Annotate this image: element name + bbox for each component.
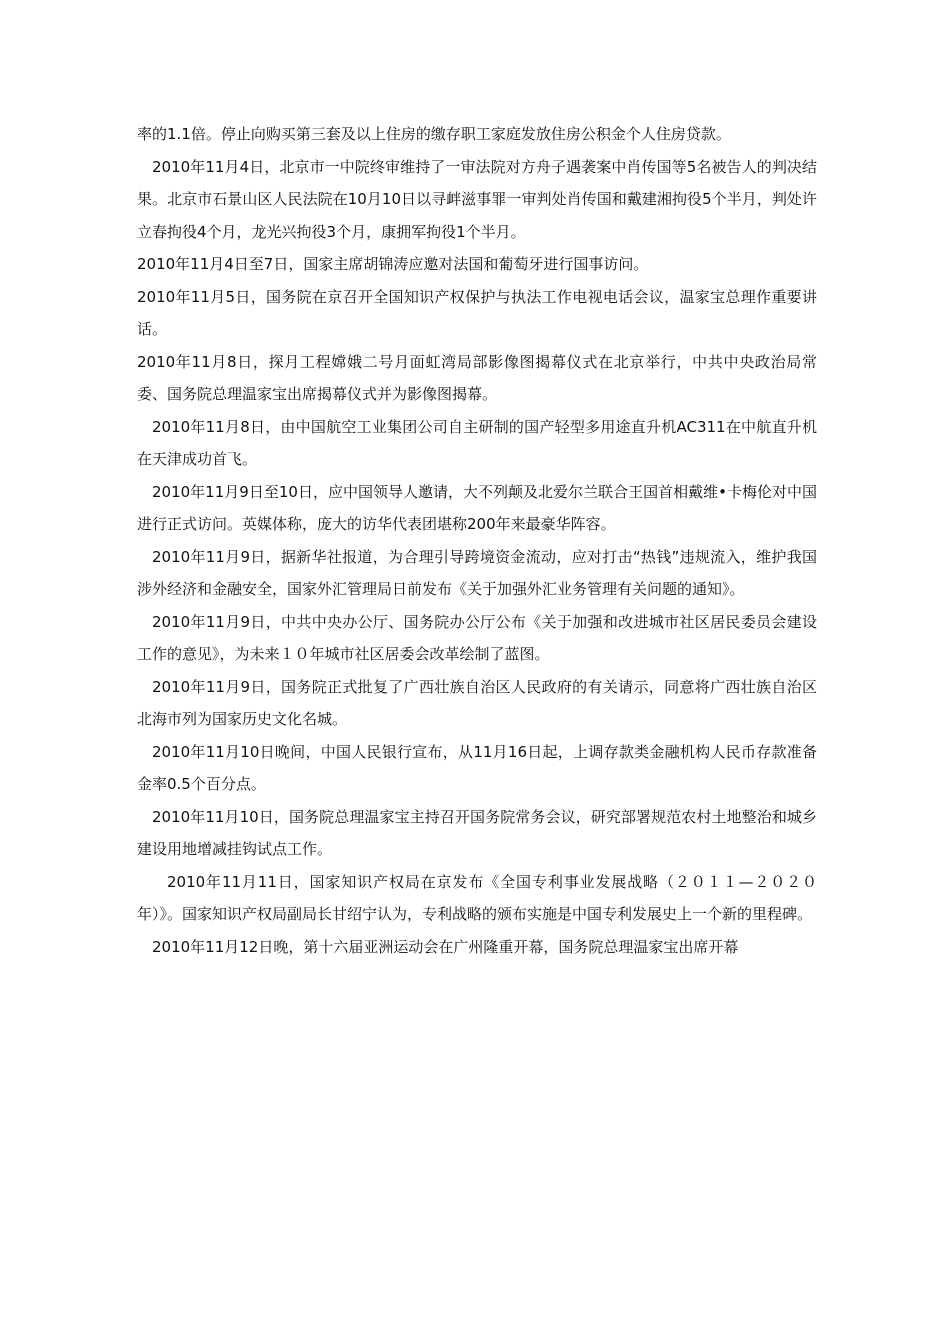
paragraph: 2010年11月8日，由中国航空工业集团公司自主研制的国产轻型多用途直升机AC311在中航直升机在天津成功首飞。 [137, 417, 817, 468]
paragraph: 2010年11月9日至10日，应中国领导人邀请，大不列颠及北爱尔兰联合王国首相戴维•卡梅伦对中国进行正式访问。英媒体称，庞大的访华代表团堪称200年来最豪华阵容。 [137, 482, 817, 533]
paragraph: 率的1.1倍。停止向购买第三套及以上住房的缴存职工家庭发放住房公积金个人住房贷款。 [137, 125, 731, 143]
paragraph: 2010年11月4日至7日，国家主席胡锦涛应邀对法国和葡萄牙进行国事访问。 [137, 255, 649, 273]
paragraph: 2010年11月9日，国务院正式批复了广西壮族自治区人民政府的有关请示，同意将广西壮族自治区北海市列为国家历史文化名城。 [137, 677, 817, 728]
paragraph: 2010年11月4日，北京市一中院终审维持了一审法院对方舟子遇袭案中肖传国等5名被告人的判决结果。北京市石景山区人民法院在10月10日以寻衅滋事罪一审判处肖传国和戴建湘拘役5个半月，判处许立春拘役4个月，龙光兴拘役3个月，康拥军拘役1个半月。 [137, 157, 817, 241]
paragraph: 2010年11月5日，国务院在京召开全国知识产权保护与执法工作电视电话会议，温家宝总理作重要讲话。 [137, 287, 817, 338]
paragraph: 2010年11月10日，国务院总理温家宝主持召开国务院常务会议，研究部署规范农村土地整治和城乡建设用地增减挂钩试点工作。 [137, 807, 817, 858]
paragraph: 2010年11月11日，国家知识产权局在京发布《全国专利事业发展战略（２０１１—２０２０年）》。国家知识产权局副局长甘绍宁认为，专利战略的颁布实施是中国专利发展史上一个新的里程碑。 [137, 872, 817, 923]
paragraph: 2010年11月10日晚间，中国人民银行宣布，从11月16日起，上调存款类金融机构人民币存款准备金率0.5个百分点。 [137, 742, 817, 793]
paragraph: 2010年11月9日，中共中央办公厅、国务院办公厅公布《关于加强和改进城市社区居民委员会建设工作的意见》，为未来１０年城市社区居委会改革绘制了蓝图。 [137, 612, 817, 663]
paragraph: 2010年11月12日晚，第十六届亚洲运动会在广州隆重开幕，国务院总理温家宝出席开幕 [152, 937, 739, 956]
paragraph: 2010年11月9日，据新华社报道，为合理引导跨境资金流动，应对打击“热钱”违规流入，维护我国涉外经济和金融安全，国家外汇管理局日前发布《关于加强外汇业务管理有关问题的通知》。 [137, 547, 817, 598]
paragraph: 2010年11月8日，探月工程嫦娥二号月面虹湾局部影像图揭幕仪式在北京举行，中共中央政治局常委、国务院总理温家宝出席揭幕仪式并为影像图揭幕。 [137, 352, 817, 403]
document-body [137, 118, 817, 963]
